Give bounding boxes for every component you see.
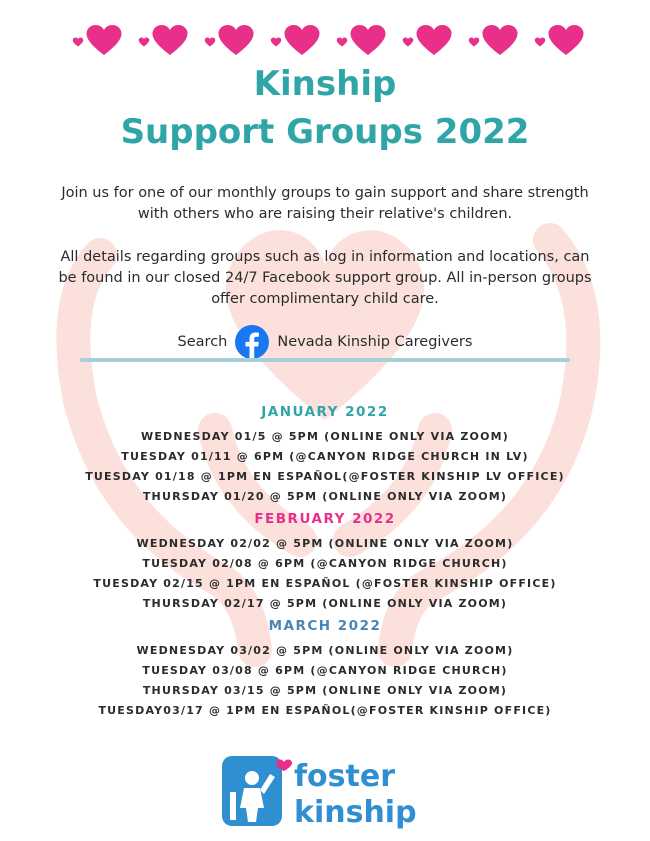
facebook-search-line <box>0 322 650 362</box>
heart-icon <box>546 20 586 60</box>
heart-icon <box>468 36 480 48</box>
facebook-icon <box>235 325 269 359</box>
event-item: TUESDAY 02/08 @ 6PM (@CANYON RIDGE CHURCH) <box>142 557 508 570</box>
event-item: TUESDAY 02/15 @ 1PM EN ESPAÑOL (@FOSTER KINSHIP OFFICE) <box>93 577 557 590</box>
event-item: TUESDAY03/17 @ 1PM EN ESPAÑOL(@FOSTER KINSHIP OFFICE) <box>98 704 552 717</box>
event-item: THURSDAY 01/20 @ 5PM (ONLINE ONLY VIA ZOOM) <box>142 490 508 503</box>
page-title-line-2: Support Groups 2022 <box>120 112 530 152</box>
event-item: WEDNESDAY 03/02 @ 5PM (ONLINE ONLY VIA ZOOM) <box>136 644 514 657</box>
heart-icon <box>84 20 124 60</box>
hearts-decoration <box>0 18 650 64</box>
heart-icon <box>414 20 454 60</box>
intro-text: Join us for one of our monthly groups to gain support and share strength with others who are raising their relative's children. <box>61 185 589 222</box>
event-item: WEDNESDAY 01/5 @ 5PM (ONLINE ONLY VIA ZOOM) <box>140 430 510 443</box>
search-prefix: Search <box>177 334 228 350</box>
event-item: TUESDAY 03/08 @ 6PM (@CANYON RIDGE CHURCH) <box>142 664 508 677</box>
heart-icon <box>402 36 414 48</box>
month-heading: FEBRUARY 2022 <box>254 511 396 527</box>
event-item: THURSDAY 03/15 @ 5PM (ONLINE ONLY VIA ZOOM) <box>142 684 508 697</box>
heart-icon <box>150 20 190 60</box>
details-text: All details regarding groups such as log in information and locations, can be found in our closed 24/7 Facebook support group. All in-person groups offer complimentary child care. <box>58 249 592 307</box>
heart-icon <box>348 20 388 60</box>
page-title-line-1: Kinship <box>253 64 397 104</box>
heart-icon <box>480 20 520 60</box>
heart-icon <box>270 36 282 48</box>
month-heading: MARCH 2022 <box>268 618 382 634</box>
heart-icon <box>282 20 322 60</box>
event-item: WEDNESDAY 02/02 @ 5PM (ONLINE ONLY VIA ZOOM) <box>136 537 514 550</box>
facebook-group-name: Nevada Kinship Caregivers <box>277 334 473 350</box>
divider <box>80 358 570 362</box>
month-heading: JANUARY 2022 <box>261 404 389 420</box>
foster-kinship-logo <box>222 752 432 830</box>
event-item: THURSDAY 02/17 @ 5PM (ONLINE ONLY VIA ZOOM) <box>142 597 508 610</box>
event-item: TUESDAY 01/18 @ 1PM EN ESPAÑOL(@FOSTER KINSHIP LV OFFICE) <box>85 470 565 483</box>
heart-icon <box>216 20 256 60</box>
heart-icon <box>138 36 150 48</box>
heart-icon <box>336 36 348 48</box>
event-item: TUESDAY 01/11 @ 6PM (@CANYON RIDGE CHURCH IN LV) <box>121 450 529 463</box>
heart-icon <box>534 36 546 48</box>
heart-icon <box>72 36 84 48</box>
logo-word-kinship: kinship <box>294 795 417 830</box>
heart-icon <box>204 36 216 48</box>
logo-word-foster: foster <box>294 759 396 794</box>
